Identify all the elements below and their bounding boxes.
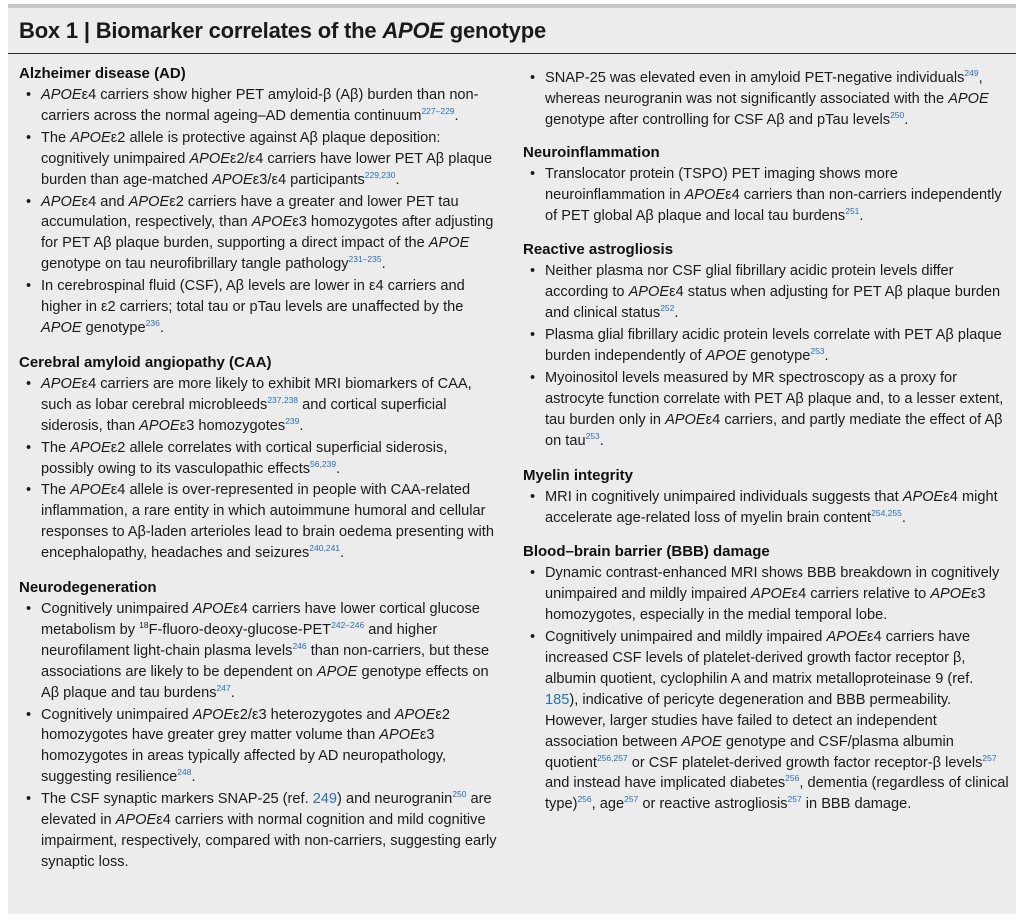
list-item: • APOEε4 and APOEε2 carriers have a greater and lower PET tau accumulation, respectively, than APOEε3 homozygotes after adjusting for PET Aβ plaque burden, supporting a direct impact of the APOE genotype on tau neurofibrillary tangle pathology$^{231-235}$. (26, 193, 494, 273)
list-item: • Cognitively unimpaired and mildly impaired APOEε4 carriers have increased CSF levels of platelet-derived growth factor receptor β, albumin quotient, cyclophilin A and matrix metalloproteinase 9 (ref. 185), indicative of pericyte degeneration and BBB permeability. However, larger studies have failed to detect an independent association between APOE genotype and CSF/plasma albumin quotient$^{256,257}$ or CSF platelet-derived growth factor receptor-β levels$^{257}$ and instead have implicated diabetes$^{256}$, dementia (regardless of clinical type)$^{256}$, age$^{257}$ or reactive astrogliosis$^{257}$ in BBB damage. (530, 629, 1009, 813)
citation[interactable]: 256 (577, 794, 592, 805)
list-item: • SNAP-25 was elevated even in amyloid PET-negative individuals$^{249}$, whereas neurogranin was not significantly associated with the APOE genotype after controlling for CSF Aβ and pTau levels$^{250}$. (530, 68, 989, 128)
list-item: • Cognitively unimpaired APOEε2/ε3 heterozygotes and APOEε2 homozygotes have greater grey matter volume than APOEε3 homozygotes in areas typically affected by AD neuropathology, suggesting resilience$^{248}$. (26, 706, 450, 786)
list-item: • The CSF synaptic markers SNAP-25 (ref. 249) and neurogranin$^{250}$ are elevated in APOEε4 carriers with normal cognition and mild cognitive impairment, respectively, compared with non-carriers, suggesting early synaptic loss. (26, 789, 497, 870)
citation[interactable]: 56,239 (310, 458, 337, 469)
list-item: • APOEε4 carriers show higher PET amyloid-β (Aβ) burden than non-carriers across the normal ageing–AD dementia continuum$^{227-229}$. (26, 87, 479, 124)
box-1 (8, 4, 1016, 914)
citation[interactable]: 242–246 (331, 620, 365, 631)
citation[interactable]: 236 (145, 318, 160, 329)
list-item: • Dynamic contrast-enhanced MRI shows BBB breakdown in cognitively unimpaired and mildly impaired APOEε4 carriers relative to APOEε3 homozygotes, especially in the medial temporal lobe. (530, 565, 1000, 624)
citation[interactable]: 231–235 (348, 254, 382, 265)
box-title: Box 1 | Biomarker correlates of the APOE genotype (19, 18, 546, 43)
section-neurodegeneration-cont (523, 68, 1009, 131)
citation[interactable]: 254,255 (871, 507, 902, 518)
section-myelin-integrity (523, 466, 1009, 529)
citation[interactable]: 247 (216, 682, 231, 693)
citation[interactable]: 253 (810, 346, 825, 357)
list-item: • The APOEε2 allele is protective against Aβ plaque deposition: cognitively unimpaired APOEε2/ε4 carriers have lower PET Aβ plaque burden than age-matched APOEε3/ε4 participants$^{229,230}$. (26, 129, 493, 188)
section-heading: Neuroinflammation (523, 143, 660, 161)
list-item: • Translocator protein (TSPO) PET imaging shows more neuroinflammation in APOEε4 carriers than non-carriers independently of PET global Aβ plaque and local tau burdens$^{251}$. (530, 165, 1002, 224)
list-item: • Plasma glial fibrillary acidic protein levels correlate with PET Aβ plaque burden independently of APOE genotype$^{253}$. (530, 327, 1002, 365)
list-item: • The APOEε2 allele correlates with cortical superficial siderosis, possibly owing to its vasculopathic effects$^{56,239}$. (26, 439, 448, 477)
section-heading: Reactive astrogliosis (523, 241, 674, 259)
citation[interactable]: 252 (660, 303, 675, 314)
list-item: • In cerebrospinal fluid (CSF), Aβ levels are lower in ε4 carriers and higher in ε2 carriers; total tau or pTau levels are unaffected by the APOE genotype$^{236}$. (26, 278, 465, 336)
section-heading: Alzheimer disease (AD) (19, 65, 186, 82)
left-column (19, 64, 503, 887)
right-column (523, 68, 1009, 829)
section-neuroinflammation (523, 143, 1009, 227)
box-header (8, 8, 1016, 54)
citation[interactable]: 256 (785, 773, 800, 784)
citation[interactable]: 250 (452, 789, 467, 800)
list-item: • The APOEε4 allele is over-represented in people with CAA-related inflammation, a rare entity in which autoimmune humoral and cellular responses to Aβ-laden arterioles lead to brain oedema presenting with encephalopathy, headaches and seizures$^{240,241}$. (26, 482, 494, 562)
citation[interactable]: 256,257 (596, 752, 628, 763)
citation[interactable]: 229,230 (364, 169, 396, 180)
section-heading: Cerebral amyloid angiopathy (CAA) (19, 353, 272, 371)
section-heading: Myelin integrity (523, 466, 634, 484)
citation[interactable]: 246 (292, 640, 307, 651)
citation[interactable]: 237,238 (267, 394, 299, 405)
citation[interactable]: 249 (964, 68, 979, 79)
citation[interactable]: 253 (585, 430, 600, 441)
section-heading: Neurodegeneration (19, 579, 157, 597)
isotope-superscript: 18 (139, 620, 149, 631)
list-item: • Myoinositol levels measured by MR spectroscopy as a proxy for astrocyte function correlate with PET Aβ plaque and, to a lesser extent, tau burden only in APOEε4 carriers, and partly mediate the effect of Aβ on tau$^{253}$. (530, 369, 1004, 449)
section-alzheimer-disease (19, 64, 503, 339)
section-reactive-astrogliosis (523, 240, 1009, 451)
ref-link[interactable]: 249 (312, 791, 338, 808)
section-heading: Blood–brain barrier (BBB) damage (523, 543, 770, 561)
section-caa (19, 353, 503, 564)
list-item: • Neither plasma nor CSF glial fibrillary acidic protein levels differ according to APOEε4 status when adjusting for PET Aβ plaque burden and clinical status$^{252}$. (530, 263, 1001, 322)
citation[interactable]: 227–229 (421, 106, 455, 117)
citation[interactable]: 251 (845, 205, 860, 216)
citation[interactable]: 248 (177, 767, 192, 778)
citation[interactable]: 250 (890, 109, 905, 120)
citation[interactable]: 239 (285, 415, 300, 426)
citation[interactable]: 257 (982, 752, 997, 763)
citation[interactable]: 257 (787, 794, 802, 805)
section-neurodegeneration (19, 578, 503, 873)
citation[interactable]: 240,241 (309, 543, 341, 554)
ref-link[interactable]: 185 (545, 691, 570, 708)
list-item: • APOEε4 carriers are more likely to exhibit MRI biomarkers of CAA, such as lobar cerebral microbleeds$^{237,238}$ and cortical superficial siderosis, than APOEε3 homozygotes$^{239}$. (26, 375, 472, 434)
citation[interactable]: 257 (624, 794, 639, 805)
section-bbb-damage (523, 542, 1009, 815)
list-item: • Cognitively unimpaired APOEε4 carriers have lower cortical glucose metabolism by $^{18}$F-fluoro-deoxy-glucose-PET$^{242-246}$ and higher neurofilament light-chain plasma levels$^{246}$ than non-carriers, but these associations are likely to be dependent on APOE genotype effects on Aβ plaque and tau burdens$^{247}$. (26, 601, 490, 701)
list-item: • MRI in cognitively unimpaired individuals suggests that APOEε4 might accelerate age-related loss of myelin brain content$^{254,255}$. (530, 488, 998, 526)
